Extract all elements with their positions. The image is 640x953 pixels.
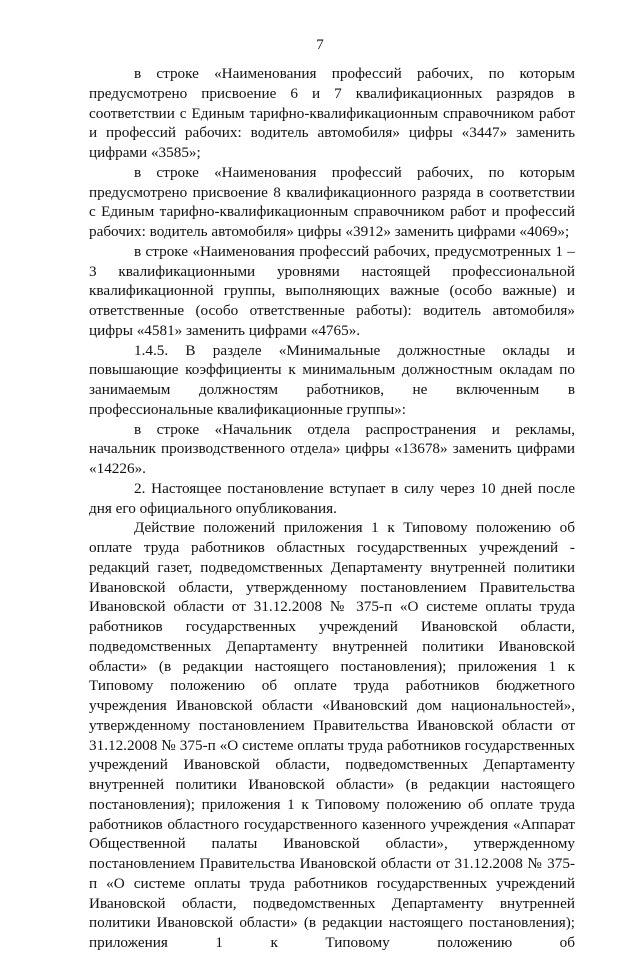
page-number: 7 — [316, 37, 324, 53]
document-body — [89, 64, 575, 953]
paragraph-applicability: Действие положений приложения 1 к Типовому положению об оплате труда работников областных государственных учреждений - редакций газет, подведомственных Департаменту внутренней политики Ивановской области, утвержденному постановлением Правительства Ивановской области от 31.12.2008 № 375-п «О системе оплаты труда работников государственных учреждений Ивановской области, подведомственных Департаменту внутренней политики Ивановской области» (в редакции настоящего постановления); приложения 1 к Типовому положению об оплате труда работников бюджетного учреждения Ивановской области «Ивановский дом национальностей», утвержденному постановлением Правительства Ивановской области от 31.12.2008 № 375-п «О системе оплаты труда работников государственных учреждений Ивановской области, подведомственных Департаменту внутренней политики Ивановской области» (в редакции настоящего постановления); приложения 1 к Типовому положению об оплате труда работников областного государственного казенного учреждения «Аппарат Общественной палаты Ивановской области», утвержденному постановлением Правительства Ивановской области от 31.12.2008 № 375-п «О системе оплаты труда работников государственных учреждений Ивановской области, подведомственных Департаменту внутренней политики Ивановской области» (в редакции настоящего постановления); приложения 1 к Типовому положению об — [89, 519, 575, 951]
paragraph-section-1-4-5: 1.4.5. В разделе «Минимальные должностные оклады и повышающие коэффициенты к минимальным должностным окладам по занимаемым должностям работников, не включенным в профессиональные квалификационные группы»: — [89, 341, 575, 418]
paragraph-driver-levels-1-3: в строке «Наименования профессий рабочих, предусмотренных 1 – 3 квалификационными уровнями настоящей профессиональной квалификационной группы, выполняющих важные (особо важные) и ответственные (особо ответственные работы): водитель автомобиля» цифры «4581» заменить цифрами «4765». — [89, 242, 575, 339]
paragraph-driver-grade-8: в строке «Наименования профессий рабочих, по которым предусмотрено присвоение 8 квалификационного разряда в соответствии с Единым тарифно-квалификационным справочником работ и профессий рабочих: водитель автомобиля» цифры «3912» заменить цифрами «4069»; — [89, 163, 575, 240]
paragraph-driver-grades-6-7: в строке «Наименования профессий рабочих, по которым предусмотрено присвоение 6 и 7 квалификационных разрядов в соответствии с Единым тарифно-квалификационным справочником работ и профессий рабочих: водитель автомобиля» цифры «3447» заменить цифрами «3585»; — [89, 65, 575, 161]
paragraph-effective-date: 2. Настоящее постановление вступает в силу через 10 дней после дня его официального опубликования. — [89, 479, 575, 517]
paragraph-department-head: в строке «Начальник отдела распространения и рекламы, начальник производственного отдела» цифры «13678» заменить цифрами «14226». — [89, 420, 575, 477]
